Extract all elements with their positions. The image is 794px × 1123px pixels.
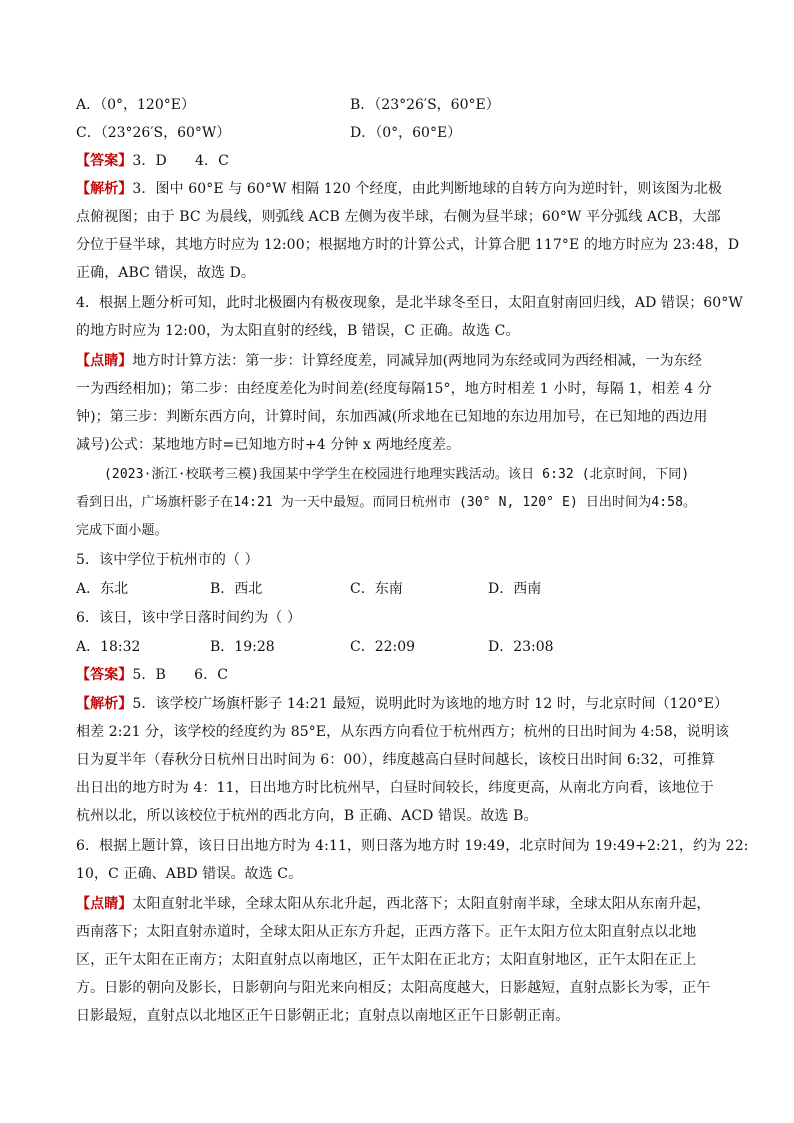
q5-option-b: B．西北 [210,581,263,597]
tip-text: 太阳直射北半球，全球太阳从东北升起，西北落下；太阳直射南半球，全球太阳从东南升起， [132,896,711,912]
answer-text: 5．B 6．C [132,667,229,683]
q6-option-c: C．22:09 [350,639,416,655]
answer-line [76,150,726,172]
tip-line: 日影最短，直射点以北地区正午日影朝正北；直射点以南地区正午日影朝正南。 [76,1008,570,1024]
analysis-line: 的地方时应为 12:00，为太阳直射的经线，B 错误，C 正确。故选 C。 [76,323,520,339]
analysis-line: 相差 2:21 分，该学校的经度约为 85°E，从东西方向看位于杭州西方；杭州的日出时间为 4:58，说明该 [76,724,730,740]
tip-line: 方。日影的朝向及影长，日影朝向与阳光来向相反；太阳高度越大，日影越短，直射点影长为零，正午 [76,980,711,996]
question-stem: (2023·浙江·校联考三模)我国某中学学生在校园进行地理实践活动。该日 6:32 (北京时间，下同) [104,467,690,482]
q6-option-a: A．18:32 [76,639,141,655]
answer-text: 3．D 4．C [132,153,229,169]
tip-line [76,350,726,372]
analysis-text: 5．该学校广场旗杆影子 14:21 最短，说明此时为该地的地方时 12 时，与北京时间（120°E） [132,696,729,712]
analysis-line: 正确，ABC 错误，故选 D。 [76,265,255,281]
tip-line: 区，正午太阳在正南方；太阳直射点以南地区，正午太阳在正北方；太阳直射地区，正午太阳在正上 [76,952,697,968]
tip-line: 钟)；第三步：判断东西方向，计算时间，东加西减(所求地在已知地的东边用加号，在已知地的西边用 [76,409,708,425]
question-6: 6．该日，该中学日落时间约为（ ） [76,610,302,626]
answer-line [76,664,726,686]
tip-line: 一为西经相加)；第二步：由经度差化为时间差(经度每隔15°，地方时相差 1 小时，每隔 1，相差 4 分 [76,381,712,397]
analysis-line: 10，C 正确、ABD 错误。故选 C。 [76,866,303,882]
analysis-line: 杭州以北，所以该校位于杭州的西北方向，B 正确、ACD 错误。故选 B。 [76,808,538,824]
analysis-line [76,693,729,715]
analysis-line: 分位于昼半球，其地方时应为 12:00；根据地方时的计算公式，计算合肥 117°E 的地方时应为 23:48，D [76,237,740,253]
analysis-line: 点俯视图；由于 BC 为晨线，则弧线 ACB 左侧为夜半球，右侧为昼半球；60°W 平分弧线 ACB，大部 [76,209,721,225]
analysis-line: 日为夏半年（春秋分日杭州日出时间为 6：00），纬度越高白昼时间越长，该校日出时间 6:32，可推算 [76,752,716,768]
tip-line [76,893,726,915]
analysis-text: 3．图中 60°E 与 60°W 相隔 120 个经度，由此判断地球的自转方向为逆时针，则该图为北极 [132,181,722,197]
q5-option-d: D．西南 [488,581,542,597]
question-stem: 完成下面小题。 [76,523,168,538]
q5-option-a: A．东北 [76,581,129,597]
analysis-tag: 【解析】 [76,181,133,197]
option-a: A．（0°，120°E） [76,97,195,113]
tip-tag: 【点睛】 [76,353,133,369]
tip-line: 西南落下；太阳直射赤道时，全球太阳从正东方升起，正西方落下。正午太阳方位太阳直射点以北地 [76,924,697,940]
q5-option-c: C．东南 [350,581,403,597]
tip-tag: 【点睛】 [76,896,133,912]
tip-text: 地方时计算方法：第一步：计算经度差，同减异加(两地同为东经或同为西经相减，一为东经 [132,353,702,369]
option-c: C．（23°26′S，60°W） [76,125,231,141]
q6-option-d: D．23:08 [488,639,554,655]
q6-option-b: B．19:28 [210,639,275,655]
analysis-line: 6．根据上题计算，该日日出地方时为 4:11，则日落为地方时 19:49，北京时间为 19:49+2:21，约为 22: [76,838,749,854]
analysis-tag: 【解析】 [76,696,133,712]
question-stem: 看到日出，广场旗杆影子在14:21 为一天中最短。而同日杭州市 (30° N, 120° E) 日出时间为4:58。 [76,495,697,510]
analysis-line: 4．根据上题分析可知，此时北极圈内有极夜现象，是北半球冬至日，太阳直射南回归线，AD 错误；60°W [76,295,743,311]
analysis-line [76,178,726,200]
option-b: B．（23°26′S，60°E） [350,97,500,113]
tip-line: 减号)公式：某地地方时=已知地方时+4 分钟 x 两地经度差。 [76,437,461,453]
answer-tag: 【答案】 [76,667,133,683]
question-5: 5．该中学位于杭州市的（ ） [76,552,259,568]
answer-tag: 【答案】 [76,153,133,169]
option-d: D．（0°，60°E） [350,125,462,141]
analysis-line: 出日出的地方时为 4：11，日出地方时比杭州早，白昼时间较长，纬度更高，从南北方向看，该地位于 [76,780,714,796]
